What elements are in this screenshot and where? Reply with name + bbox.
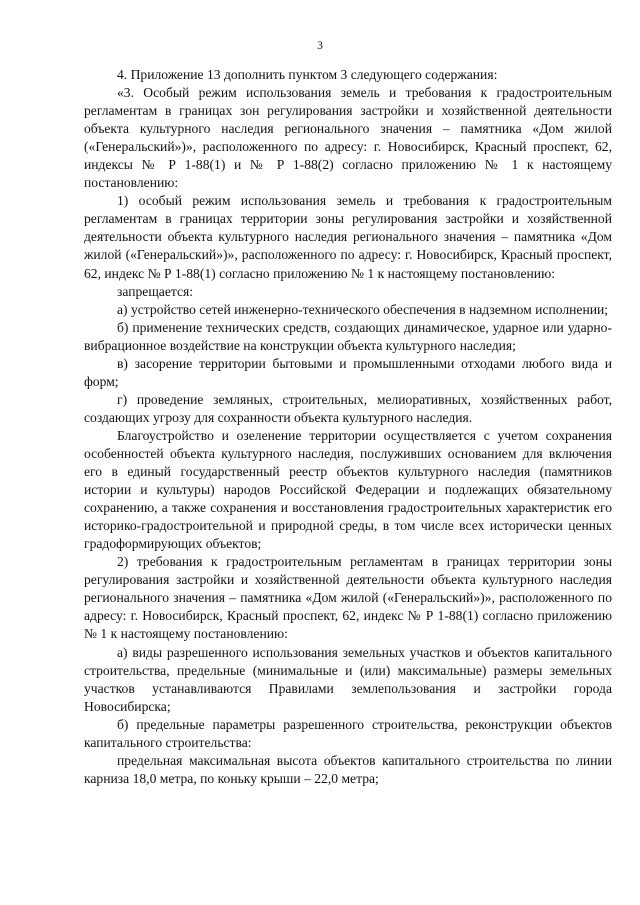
paragraph-prohibited-heading: запрещается: (117, 283, 194, 299)
paragraph-requirement-a: а) виды разрешенного использования земельных участков и объектов капитального строительства, предельные (минимальные и (или) максимальные) размеры земельных участков устанавливаются Правилами землепользования и застройки города Новосибирска; (84, 644, 612, 714)
paragraph-subitem-1: 1) особый режим использования земель и требования к градостроительным регламентам в границах территории зоны регулирования застройки и хозяйственной деятельности объекта культурного наследия регионального значения – памятника «Дом жилой («Генеральский»)», расположенного по адресу: г. Новосибирск, Красный проспект, 62, индекс № Р 1-88(1) согласно приложению № 1 к настоящему постановлению: (84, 193, 612, 281)
paragraph-prohibition-a: а) устройство сетей инженерно-технического обеспечения в надземном исполнении; (117, 301, 609, 317)
paragraph-prohibition-v: в) засорение территории бытовыми и промышленными отходами любого вида и форм; (84, 355, 612, 389)
paragraph-landscaping: Благоустройство и озеленение территории осуществляется с учетом сохранения особенностей объекта культурного наследия, послуживших основанием для включения его в единый государственный реестр объектов культурного наследия (памятников истории и культуры) народов Российской Федерации и подлежащих обязательному сохранению, а также сохранения и восстановления градостроительных характеристик его историко-градостроительной и природной среды, в том числе всех исторически ценных градоформирующих объектов; (84, 427, 612, 552)
paragraph-prohibition-b: б) применение технических средств, создающих динамическое, ударное или ударно-вибрационное воздействие на конструкции объекта культурного наследия; (84, 319, 612, 353)
paragraph-requirement-b: б) предельные параметры разрешенного строительства, реконструкции объектов капитального строительства: (84, 716, 612, 750)
paragraph-prohibition-g: г) проведение земляных, строительных, мелиоративных, хозяйственных работ, создающих угрозу для сохранности объекта культурного наследия. (84, 391, 612, 425)
document-body (84, 66, 612, 788)
paragraph-max-height: предельная максимальная высота объектов капитального строительства по линии карниза 18,0 метра, по коньку крыши – 22,0 метра; (84, 752, 612, 786)
paragraph-subitem-2: 2) требования к градостроительным регламентам в границах территории зоны регулирования застройки и хозяйственной деятельности объекта культурного наследия регионального значения – памятника «Дом жилой («Генеральский»)», расположенного по адресу: г. Новосибирск, Красный проспект, 62, индекс № Р 1-88(1) согласно приложению № 1 к настоящему постановлению: (84, 554, 612, 642)
paragraph-item-3: «3. Особый режим использования земель и требования к градостроительным регламентам в границах зон регулирования застройки и хозяйственной деятельности объекта культурного наследия регионального значения – памятника «Дом жилой («Генеральский»)», расположенного по адресу: г. Новосибирск, Красный проспект, 62, индексы № Р 1-88(1) и № Р 1-88(2) согласно приложению № 1 к настоящему постановлению: (84, 85, 612, 191)
page-number: 3 (317, 40, 323, 52)
paragraph-amendment-intro: 4. Приложение 13 дополнить пунктом 3 следующего содержания: (117, 67, 498, 82)
